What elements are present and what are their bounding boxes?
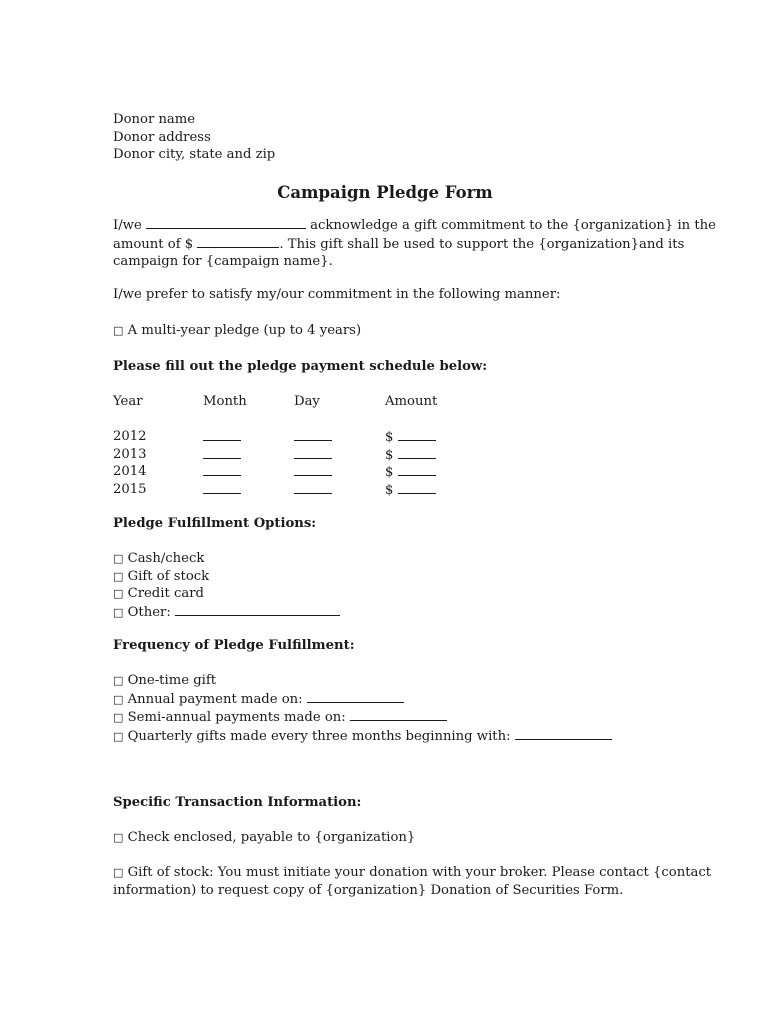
multi-year-option[interactable] bbox=[113, 322, 670, 340]
amount-blank[interactable] bbox=[398, 463, 436, 476]
table-row bbox=[113, 481, 513, 499]
year-cell: 2013 bbox=[113, 446, 147, 462]
donor-name-blank[interactable] bbox=[146, 216, 306, 229]
currency-sign: $ bbox=[385, 465, 394, 480]
col-amount: Amount bbox=[385, 394, 438, 409]
frequency-label: Semi-annual payments made on: bbox=[127, 710, 346, 725]
frequency-annual[interactable] bbox=[113, 690, 670, 709]
frequency-label: Annual payment made on: bbox=[127, 691, 303, 707]
frequency-options-list bbox=[113, 672, 670, 745]
schedule-header-row bbox=[113, 393, 513, 411]
table-row bbox=[113, 463, 513, 481]
donor-city-state-zip: Donor city, state and zip bbox=[113, 147, 276, 162]
schedule-rows bbox=[113, 428, 513, 498]
option-credit-card[interactable] bbox=[113, 585, 670, 603]
month-blank[interactable] bbox=[203, 428, 241, 441]
stock-line1: Gift of stock: You must initiate your donation with your broker. Please contact {contact bbox=[127, 865, 712, 880]
quarterly-date-blank[interactable] bbox=[515, 727, 612, 740]
semi-annual-date-blank[interactable] bbox=[350, 708, 447, 721]
frequency-heading: Frequency of Pledge Fulfillment: bbox=[113, 638, 355, 653]
frequency-label: Quarterly gifts made every three months beginning with: bbox=[127, 728, 511, 744]
other-blank[interactable] bbox=[175, 603, 340, 616]
checkbox-icon[interactable]: □ bbox=[113, 569, 124, 583]
checkbox-icon[interactable]: □ bbox=[113, 831, 124, 844]
donor-address: Donor address bbox=[113, 129, 211, 145]
day-blank[interactable] bbox=[294, 428, 332, 441]
intro-line2-start: amount of $ bbox=[113, 236, 194, 252]
frequency-label: One-time gift bbox=[127, 673, 217, 688]
option-other[interactable] bbox=[113, 603, 670, 622]
checkbox-icon[interactable]: □ bbox=[113, 711, 124, 724]
intro-line2-end: . This gift shall be used to support the {organization}and its bbox=[279, 236, 685, 252]
checkbox-icon[interactable]: □ bbox=[113, 324, 124, 337]
table-row bbox=[113, 428, 513, 446]
checkbox-icon[interactable]: □ bbox=[113, 674, 124, 687]
day-blank[interactable] bbox=[294, 463, 332, 476]
fulfillment-heading: Pledge Fulfillment Options: bbox=[113, 516, 317, 531]
year-cell: 2012 bbox=[113, 429, 147, 444]
day-blank[interactable] bbox=[294, 446, 332, 459]
check-enclosed-label: Check enclosed, payable to {organization} bbox=[127, 830, 416, 845]
amount-blank[interactable] bbox=[197, 235, 279, 248]
checkbox-icon[interactable]: □ bbox=[113, 605, 124, 619]
check-enclosed-option[interactable] bbox=[113, 829, 670, 847]
intro-paragraph bbox=[113, 216, 716, 271]
currency-sign: $ bbox=[385, 482, 394, 498]
multi-year-label: A multi-year pledge (up to 4 years) bbox=[127, 323, 362, 338]
month-blank[interactable] bbox=[203, 446, 241, 459]
intro-line1-start: I/we bbox=[113, 218, 142, 233]
option-cash-check[interactable] bbox=[113, 550, 670, 568]
month-blank[interactable] bbox=[203, 481, 241, 494]
checkbox-icon[interactable]: □ bbox=[113, 587, 124, 600]
currency-sign: $ bbox=[385, 447, 394, 463]
option-label: Other: bbox=[127, 604, 171, 620]
day-blank[interactable] bbox=[294, 481, 332, 494]
frequency-quarterly[interactable] bbox=[113, 727, 670, 746]
payment-schedule bbox=[113, 393, 513, 411]
annual-date-blank[interactable] bbox=[307, 690, 404, 703]
table-row bbox=[113, 446, 513, 464]
month-blank[interactable] bbox=[203, 463, 241, 476]
fulfillment-options-list bbox=[113, 550, 670, 621]
option-label: Gift of stock bbox=[127, 568, 210, 584]
checkbox-icon[interactable]: □ bbox=[113, 729, 124, 743]
amount-blank[interactable] bbox=[398, 481, 436, 494]
option-gift-of-stock[interactable] bbox=[113, 568, 670, 586]
frequency-one-time[interactable] bbox=[113, 672, 670, 690]
option-label: Credit card bbox=[127, 586, 204, 601]
col-year: Year bbox=[113, 394, 143, 409]
donor-name: Donor name bbox=[113, 112, 196, 127]
intro-line1-end: acknowledge a gift commitment to the {organization} in the bbox=[310, 218, 716, 233]
stock-line2: information) to request copy of {organization} Donation of Securities Form. bbox=[113, 882, 624, 898]
year-cell: 2014 bbox=[113, 464, 147, 479]
frequency-semi-annual[interactable] bbox=[113, 708, 670, 727]
amount-blank[interactable] bbox=[398, 428, 436, 441]
checkbox-icon[interactable]: □ bbox=[113, 552, 124, 565]
transaction-heading: Specific Transaction Information: bbox=[113, 795, 362, 810]
schedule-heading: Please fill out the pledge payment schedule below: bbox=[113, 359, 488, 374]
currency-sign: $ bbox=[385, 430, 394, 445]
donor-block bbox=[113, 111, 670, 164]
form-title: Campaign Pledge Form bbox=[277, 183, 493, 202]
year-cell: 2015 bbox=[113, 481, 147, 497]
checkbox-icon[interactable]: □ bbox=[113, 866, 124, 879]
intro-line3: campaign for {campaign name}. bbox=[113, 254, 333, 269]
option-label: Cash/check bbox=[127, 551, 205, 566]
preference-text: I/we prefer to satisfy my/our commitment in the following manner: bbox=[113, 287, 561, 302]
checkbox-icon[interactable]: □ bbox=[113, 692, 124, 706]
gift-of-stock-option[interactable] bbox=[113, 864, 712, 899]
col-day: Day bbox=[294, 394, 320, 409]
col-month: Month bbox=[203, 394, 247, 409]
amount-blank[interactable] bbox=[398, 446, 436, 459]
